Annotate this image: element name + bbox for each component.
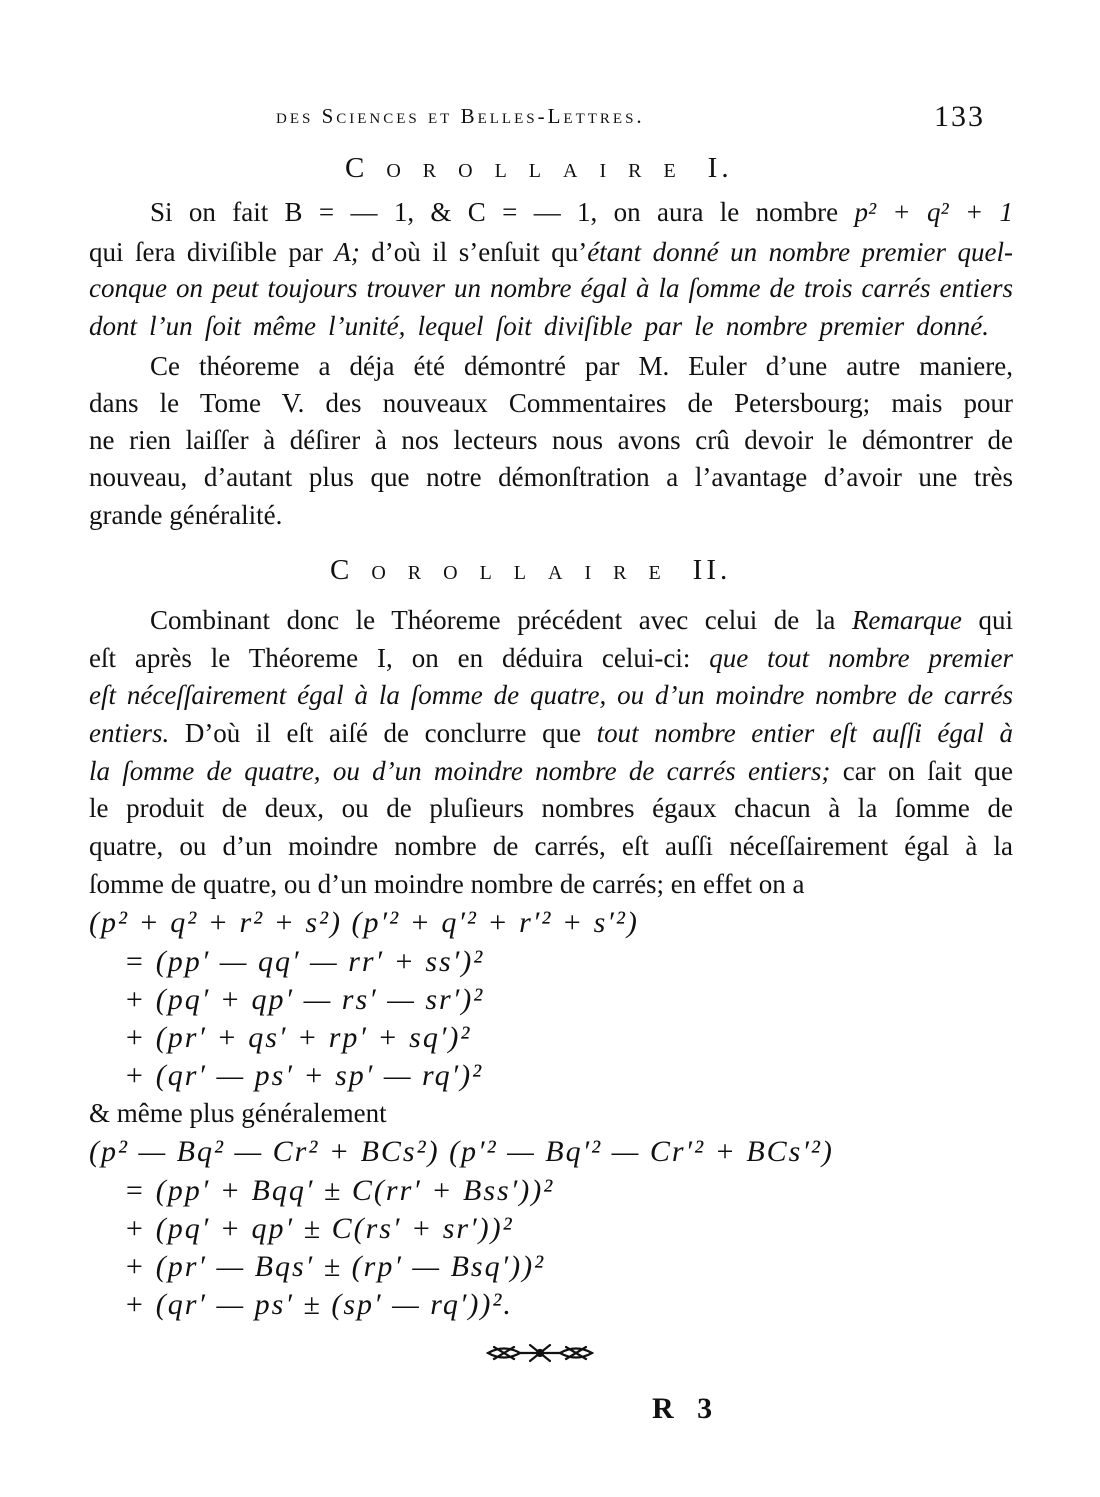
p1-line-2-b: A;: [334, 237, 360, 267]
p1-line-2-d: étant donné un nombre premier quel-: [587, 237, 1013, 267]
identity-1-line-1: (p² + q² + r² + s²) (p′² + q′² + r′² + s′²): [89, 906, 639, 939]
p1-line-2: [89, 236, 1013, 270]
p2-line-1: Ce théoreme a déja été démontré par M. Euler d’une autre maniere,: [150, 351, 1013, 381]
p3-line-1-b: Remarque: [851, 605, 962, 635]
p3-line-1-a: Combinant donc le Théoreme précédent avec celui de la: [150, 605, 852, 635]
identity-2-line-4: + (pr′ — Bqs′ ± (rp′ — Bsq′))²: [124, 1250, 546, 1283]
p3-line-5-b: car on ſait que: [830, 756, 1013, 786]
p3-line-1-c: qui: [961, 605, 1013, 635]
p3-line-2: [89, 642, 1013, 676]
corollary-2-numeral: II.: [692, 554, 732, 586]
p3-line-5: [89, 755, 1013, 789]
p3-line-7: quatre, ou d’un moindre nombre de carrés, eſt auſſi néceſſairement égal à la: [89, 831, 1013, 861]
signature-mark: R 3: [652, 1392, 721, 1425]
p3-line-8: ſomme de quatre, ou d’un moindre nombre de carrés; en effet on a: [89, 869, 805, 899]
running-head: des Sciences et Belles-Lettres.: [276, 104, 645, 128]
p3-line-5-a: la ſomme de quatre, ou d’un moindre nombre de carrés entiers;: [89, 756, 831, 786]
p1-line-2-c: d’où il s’enſuit qu’: [359, 237, 588, 267]
p3-line-3: eſt néceſſairement égal à la ſomme de quatre, ou d’un moindre nombre de carrés: [89, 680, 1013, 710]
p1-line-1-text: Si on fait B = — 1, & C = — 1, on aura le nombre: [150, 197, 839, 227]
p3-line-2-a: eſt après le Théoreme I, on en déduira celui-ci:: [89, 643, 710, 673]
p3-line-4-a: entiers.: [89, 718, 170, 748]
fleuron-ornament-icon: [484, 1336, 596, 1370]
p2-line-3: ne rien laiſſer à déſirer à nos lecteurs nous avons crû devoir le démontrer de: [89, 425, 1013, 455]
transition-text: & même plus généralement: [89, 1098, 387, 1128]
p3-line-6: le produit de deux, ou de pluſieurs nombres égaux chacun à la ſomme de: [89, 793, 1013, 823]
p1-line-1: [150, 196, 1013, 230]
page-number: 133: [934, 100, 985, 133]
identity-1-line-2: = (pp′ — qq′ — rr′ + ss′)²: [124, 945, 485, 978]
identity-2-line-3: + (pq′ + qp′ ± C(rs′ + sr′))²: [124, 1212, 514, 1245]
p2-line-4: nouveau, d’autant plus que notre démonſtration a l’avantage d’avoir une très: [89, 462, 1013, 492]
corollary-2-heading-word: Corollaire: [330, 554, 683, 586]
corollary-2-heading: [330, 554, 731, 587]
p1-line-1-formula: p² + q² + 1: [854, 197, 1013, 227]
p1-line-4: dont l’un ſoit même l’unité, lequel ſoit diviſible par le nombre premier donné.: [89, 311, 989, 341]
p3-line-2-b: que tout nombre premier: [709, 643, 1013, 673]
identity-1-line-5: + (qr′ — ps′ + sp′ — rq′)²: [124, 1059, 484, 1092]
p2-line-5: grande généralité.: [89, 500, 283, 530]
p3-line-4: [89, 717, 1013, 751]
identity-1-line-3: + (pq′ + qp′ — rs′ — sr′)²: [124, 983, 485, 1016]
p3-line-4-b: D’où il eſt aiſé de conclurre que: [169, 718, 597, 748]
corollary-1-heading: [345, 152, 733, 185]
identity-2-line-1: (p² — Bq² — Cr² + BCs²) (p′² — Bq′² — Cr′² + BCs′²): [89, 1135, 834, 1168]
p1-line-3: conque on peut toujours trouver un nombre égal à la ſomme de trois carrés entiers: [89, 273, 1013, 303]
p3-line-1: [150, 604, 1013, 638]
p3-line-4-c: tout nombre entier eſt auſſi égal à: [596, 718, 1013, 748]
p2-line-2: dans le Tome V. des nouveaux Commentaires de Petersbourg; mais pour: [89, 388, 1013, 418]
corollary-1-numeral: I.: [707, 152, 733, 184]
identity-1-line-4: + (pr′ + qs′ + rp′ + sq′)²: [124, 1021, 472, 1054]
identity-2-line-5: + (qr′ — ps′ ± (sp′ — rq′))².: [124, 1288, 513, 1321]
corollary-1-heading-word: Corollaire: [345, 152, 698, 184]
identity-2-line-2: = (pp′ + Bqq′ ± C(rr′ + Bss′))²: [124, 1174, 555, 1207]
p1-line-2-a: qui ſera diviſible par: [89, 237, 335, 267]
